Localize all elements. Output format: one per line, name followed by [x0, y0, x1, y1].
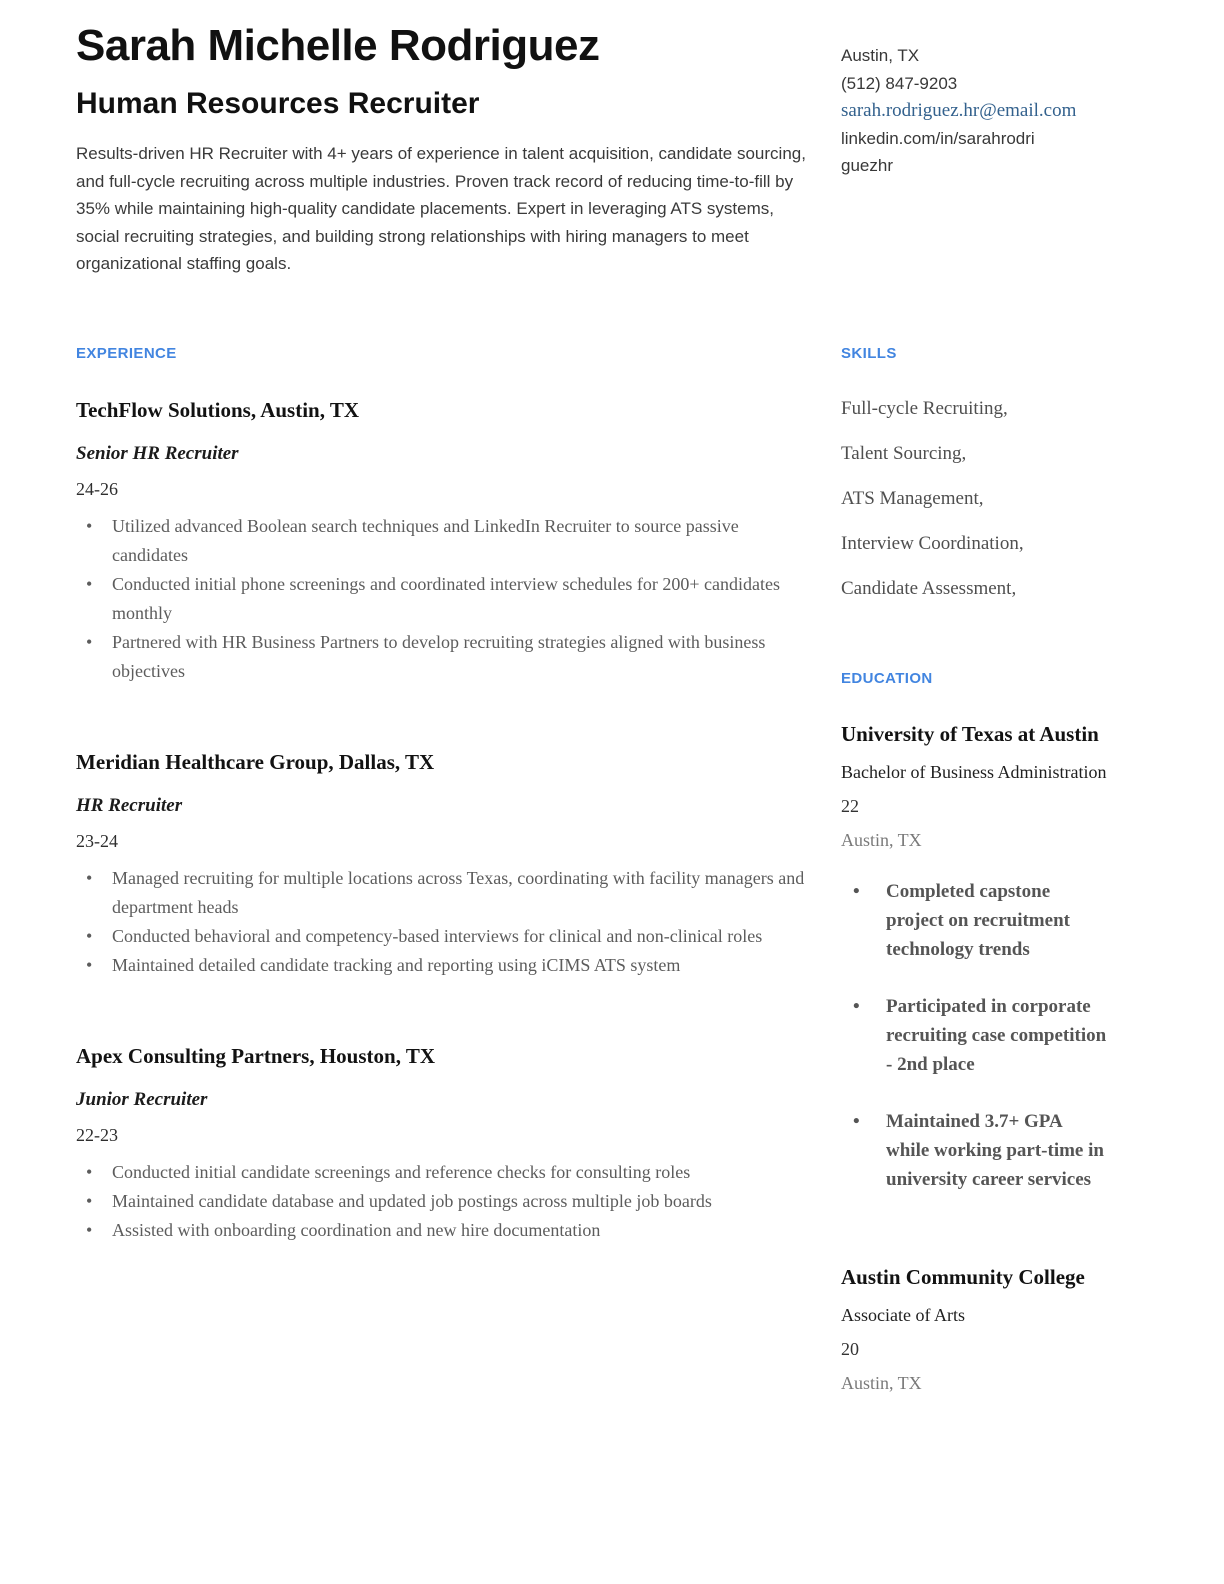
job-bullet: • Maintained detailed candidate tracking and reporting using iCIMS ATS system	[76, 951, 806, 980]
contact-linkedin: linkedin.com/in/sarahrodriguezhr	[841, 128, 1035, 175]
school-degree: Associate of Arts	[841, 1304, 965, 1325]
skill-item: Interview Coordination,	[841, 532, 1024, 554]
job-bullet: • Utilized advanced Boolean search techniques and LinkedIn Recruiter to source passive candidates	[76, 512, 806, 570]
summary-text: Results-driven HR Recruiter with 4+ years of experience in talent acquisition, candidate sourcing, and full-cycle recruiting across multiple industries. Proven track record of reducing time-to-fill by 35% while maintaining high-quality candidate placements. Expert in leveraging ATS systems, social recruiting strategies, and building strong relationships with hiring managers to meet organizational staffing goals.	[76, 144, 806, 273]
skill-item: Candidate Assessment,	[841, 577, 1017, 599]
education-bullet-list	[841, 877, 1109, 1194]
education-heading: EDUCATION	[841, 669, 933, 687]
job-company: TechFlow Solutions, Austin, TX	[76, 397, 360, 422]
school-year: 22	[841, 795, 859, 816]
job-role: Junior Recruiter	[76, 1088, 208, 1110]
main-columns	[76, 346, 1224, 1394]
job-dates: 24-26	[76, 478, 118, 499]
education-entry	[841, 721, 1109, 1194]
skill-item: Talent Sourcing,	[841, 442, 967, 464]
job-role: Senior HR Recruiter	[76, 442, 239, 464]
skills-list	[841, 396, 1109, 601]
school-location: Austin, TX	[841, 1372, 922, 1393]
job-entry	[76, 398, 806, 686]
person-name: Sarah Michelle Rodriguez	[76, 21, 600, 70]
job-company: Apex Consulting Partners, Houston, TX	[76, 1043, 435, 1068]
header-row	[76, 22, 1224, 278]
school-degree: Bachelor of Business Administration	[841, 761, 1107, 782]
job-bullet-list	[76, 1158, 806, 1245]
job-entry	[76, 1044, 806, 1245]
school-name: University of Texas at Austin	[841, 721, 1099, 746]
experience-section	[76, 346, 806, 1394]
contact-block	[841, 22, 1109, 278]
contact-email-link[interactable]: sarah.rodriguez.hr@email.com	[841, 100, 1077, 121]
education-entry	[841, 1264, 1109, 1394]
job-dates: 23-24	[76, 830, 118, 851]
job-bullet: • Partnered with HR Business Partners to develop recruiting strategies aligned with business objectives	[76, 628, 806, 686]
job-bullet-list	[76, 864, 806, 980]
job-bullet: • Conducted initial phone screenings and coordinated interview schedules for 200+ candidates monthly	[76, 570, 806, 628]
experience-heading: EXPERIENCE	[76, 344, 177, 362]
skill-item: Full-cycle Recruiting,	[841, 397, 1008, 419]
job-bullet: • Assisted with onboarding coordination and new hire documentation	[76, 1216, 806, 1245]
job-bullet: • Conducted behavioral and competency-based interviews for clinical and non-clinical roles	[76, 922, 806, 951]
contact-phone: (512) 847-9203	[841, 73, 958, 93]
education-bullet: • Completed capstone project on recruitment technology trends	[841, 877, 1109, 964]
job-bullet-list	[76, 512, 806, 686]
education-bullet: • Maintained 3.7+ GPA while working part-time in university career services	[841, 1107, 1109, 1194]
sidebar-column	[841, 346, 1109, 1394]
school-year: 20	[841, 1338, 859, 1359]
job-role: HR Recruiter	[76, 794, 183, 816]
skills-heading: SKILLS	[841, 344, 897, 362]
school-name: Austin Community College	[841, 1264, 1085, 1289]
person-job-title: Human Resources Recruiter	[76, 87, 480, 120]
job-bullet: • Managed recruiting for multiple locations across Texas, coordinating with facility managers and department heads	[76, 864, 806, 922]
job-dates: 22-23	[76, 1124, 118, 1145]
job-bullet: • Maintained candidate database and updated job postings across multiple job boards	[76, 1187, 806, 1216]
job-bullet: • Conducted initial candidate screenings and reference checks for consulting roles	[76, 1158, 806, 1187]
school-location: Austin, TX	[841, 829, 922, 850]
skill-item: ATS Management,	[841, 487, 984, 509]
job-entry	[76, 750, 806, 980]
header-left	[76, 22, 806, 278]
education-bullet: • Participated in corporate recruiting case competition - 2nd place	[841, 992, 1109, 1079]
job-company: Meridian Healthcare Group, Dallas, TX	[76, 749, 435, 774]
contact-location: Austin, TX	[841, 46, 920, 65]
